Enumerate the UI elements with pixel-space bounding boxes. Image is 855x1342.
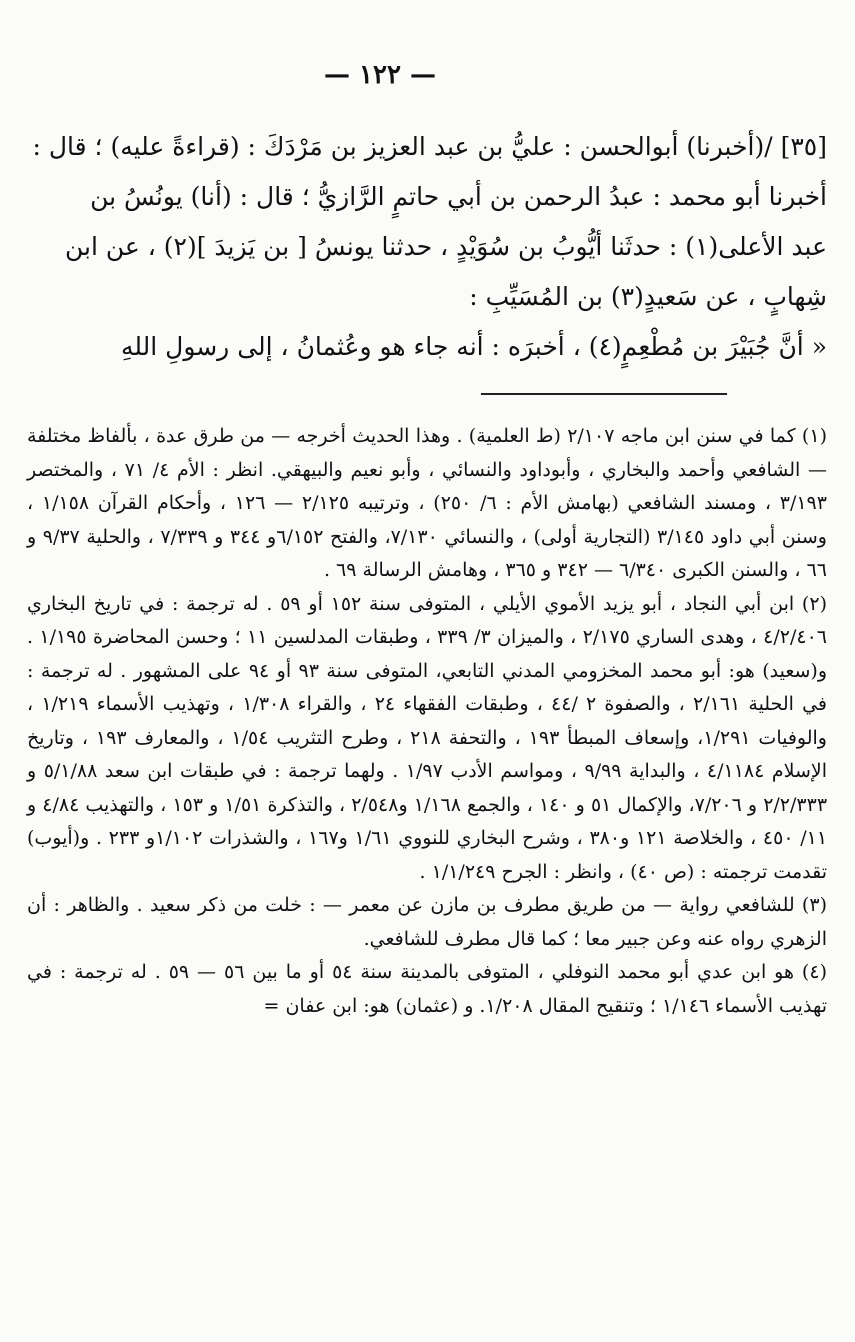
main-text-line: [٣٥] /(أخبرنا) أبوالحسن : عليُّ بن عبد العزيز بن مَرْدَكَ : (قراءةً عليه) ؛ قال : xyxy=(32,132,827,161)
main-text-line: أخبرنا أبو محمد : عبدُ الرحمن بن أبي حاتمٍ الرَّازيُّ ؛ قال : (أنا) يونُسُ بن xyxy=(90,182,827,211)
main-text xyxy=(27,122,827,372)
footnote-divider xyxy=(481,393,727,395)
main-text-line: « أنَّ جُبَيْرَ بن مُطْعِمٍ(٤) ، أخبرَه : أنه جاء هو وعُثمانُ ، إلى رسولِ اللهِ xyxy=(120,332,827,361)
footnote-2: (٢) ابن أبي النجاد ، أبو يزيد الأموي الأيلي ، المتوفى سنة ١٥٢ أو ٥٩ . له ترجمة : في تاريخ البخاري ٤/٢/٤٠٦ ، وهدى الساري ٢/١٧٥ ، والميزان ٣/ ٣٣٩ ، وطبقات المدلسين ١١ ؛ وحسن المحاضرة ١/١٩٥ . و(سعيد) هو: أبو محمد المخزومي المدني التابعي، المتوفى سنة ٩٣ أو ٩٤ على المشهور . له ترجمة : في الحلية ٢/١٦١ ، والصفوة ٢ /٤٤ ، وطبقات الفقهاء ٢٤ ، والقراء ١/٣٠٨ ، وتهذيب الأسماء ١/٢١٩ ، والوفيات ١/٢٩١، وإسعاف المبطأ ١٩٣ ، والتحفة ٢١٨ ، وطرح التثريب ١/٥٤ ، والمعارف ١٩٣ ، وتاريخ الإسلام ٤/١١٨٤ ، والبداية ٩/٩٩ ، ومواسم الأدب ١/٩٧ . ولهما ترجمة : في طبقات ابن سعد ٥/١/٨٨ و ٢/٢/٣٣٣ و ٧/٢٠٦، والإكمال ٥١ و ١٤٠ ، والجمع ١/١٦٨ و٢/٥٤٨ ، والتذكرة ١/٥١ و ١٥٣ ، والتهذيب ٤/٨٤ و ١١/ ٤٥٠ ، والخلاصة ١٢١ و٣٨٠ ، وشرح البخاري للنووي ١/٦١ و١٦٧ ، والشذرات ١/١٠٢و ٢٣٣ . و(أيوب) تقدمت ترجمته : (ص ٤٠) ، وانظر : الجرح ١/١/٢٤٩ . xyxy=(27,592,828,883)
main-text-line: عبد الأعلى(١) : حدثَنا أيُّوبُ بن سُوَيْدٍ ، حدثنا يونسُ [ بن يَزيدَ ](٢) ، عن ابن xyxy=(64,232,827,261)
main-text-line: شِهابٍ ، عن سَعيدٍ(٣) بن المُسَيِّبِ : xyxy=(469,282,827,311)
footnote-4: (٤) هو ابن عدي أبو محمد النوفلي ، المتوفى بالمدينة سنة ٥٤ أو ما بين ٥٦ — ٥٩ . له ترجمة : في تهذيب الأسماء ١/١٤٦ ؛ وتنقيح المقال ١/٢٠٨. و (عثمان) هو: ابن عفان = xyxy=(27,961,827,1017)
footnotes xyxy=(27,420,827,1023)
footnote-3: (٣) للشافعي رواية — من طريق مطرف بن مازن عن معمر — : خلت من ذكر سعيد . والظاهر : أن الزهري رواه عنه وعن جبير معا ؛ كما قال مطرف للشافعي. xyxy=(27,894,827,950)
page-number: — ١٢٢ — xyxy=(323,60,437,90)
footnote-1: (١) كما في سنن ابن ماجه ٢/١٠٧ (ط العلمية) . وهذا الحديث أخرجه — من طرق عدة ، بألفاظ مختلفة — الشافعي وأحمد والبخاري ، وأبوداود والنسائي ، وأبو نعيم والبيهقي. انظر : الأم ٤/ ٧١ ، والمختصر ٣/١٩٣ ، ومسند الشافعي (بهامش الأم : ٦/ ٢٥٠) ، وترتيبه ٢/١٢٥ — ١٢٦ ، وأحكام القرآن ١/١٥٨ ، وسنن أبي داود ٣/١٤٥ (التجارية أولى) ، والنسائي ٧/١٣٠، والفتح ٦/١٥٢و ٣٤٤ و ٧/٣٣٩ ، والحلية ٩/٣٧ و ٦٦ ، والسنن الكبرى ٦/٣٤٠ — ٣٤٢ و ٣٦٥ ، وهامش الرسالة ٦٩ . xyxy=(27,425,827,581)
